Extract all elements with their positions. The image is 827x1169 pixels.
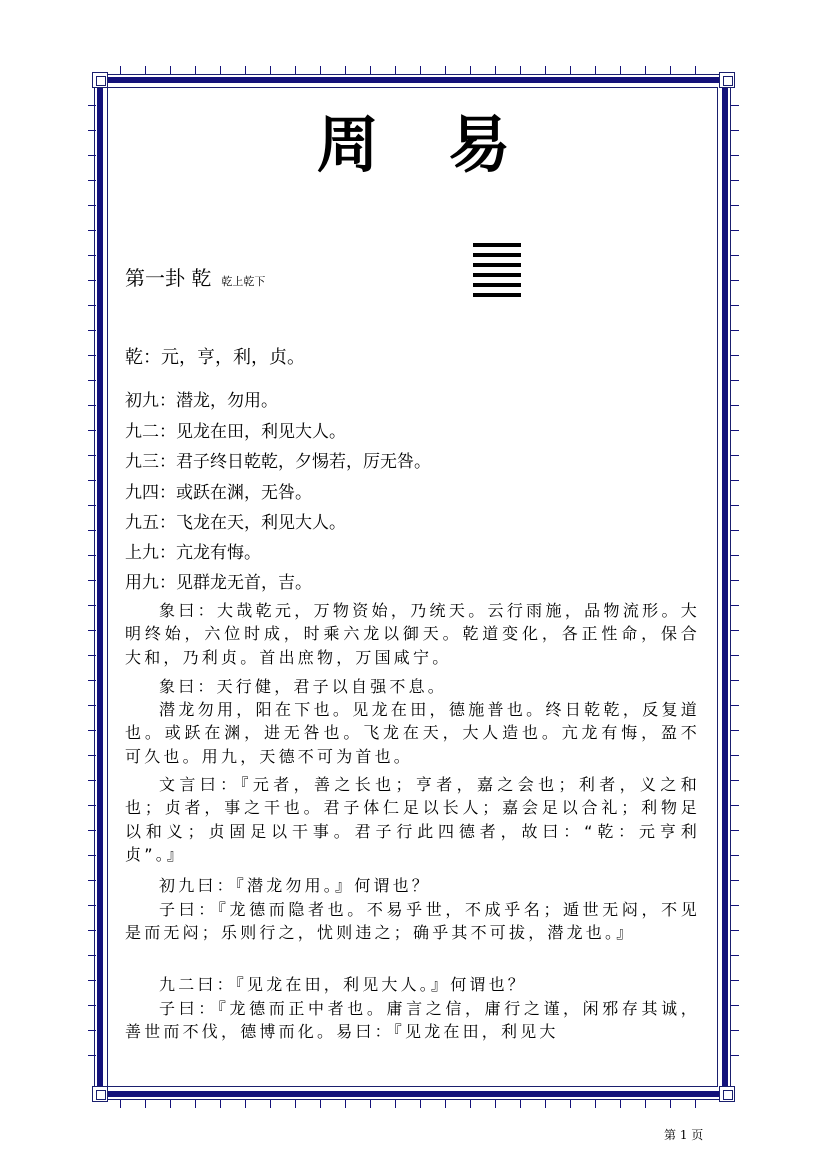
yao-line: 九五：飞龙在天，利见大人。 — [125, 513, 346, 533]
border-tick — [731, 280, 739, 281]
border-tick — [731, 1055, 739, 1056]
border-tick — [731, 605, 739, 606]
border-tick — [88, 455, 96, 456]
border-tick — [145, 1100, 146, 1108]
page-title: 周 易 — [316, 108, 535, 181]
border-tick — [88, 955, 96, 956]
border-tick — [731, 430, 739, 431]
border-tick — [88, 730, 96, 731]
border-tick — [370, 1100, 371, 1108]
border-tick — [731, 880, 739, 881]
border-tick — [295, 1100, 296, 1108]
border-tick — [120, 1100, 121, 1108]
border-tick — [731, 555, 739, 556]
border-tick — [88, 755, 96, 756]
border-tick — [445, 66, 446, 74]
qian-hexagram-icon — [473, 243, 521, 303]
border-tick — [731, 530, 739, 531]
border-tick — [88, 430, 96, 431]
border-tick — [88, 380, 96, 381]
border-tick — [731, 830, 739, 831]
border-tick — [731, 755, 739, 756]
border-tick — [731, 805, 739, 806]
commentary-paragraph: 初九曰：『潜龙勿用。』何谓也？ — [159, 876, 432, 895]
border-tick — [620, 66, 621, 74]
hexagram-line — [473, 283, 521, 287]
border-tick — [120, 66, 121, 74]
border-tick — [731, 705, 739, 706]
border-tick — [88, 905, 96, 906]
border-tick — [420, 66, 421, 74]
border-tick — [88, 880, 96, 881]
border-tick — [570, 66, 571, 74]
commentary-paragraph: 九二曰：『见龙在田，利见大人。』何谓也？ — [159, 975, 528, 994]
border-tick — [370, 66, 371, 74]
border-tick — [731, 455, 739, 456]
border-tick — [88, 780, 96, 781]
border-tick — [88, 580, 96, 581]
border-tick — [545, 66, 546, 74]
page-number: 第 1 页 — [664, 1128, 704, 1142]
border-tick — [695, 1100, 696, 1108]
border-tick — [731, 380, 739, 381]
yao-line: 九二：见龙在田，利见大人。 — [125, 422, 346, 442]
border-tick — [731, 780, 739, 781]
border-tick — [88, 255, 96, 256]
border-tick — [731, 505, 739, 506]
border-tick — [731, 980, 739, 981]
border-tick — [88, 655, 96, 656]
border-tick — [545, 1100, 546, 1108]
border-tick — [731, 230, 739, 231]
border-tick — [145, 66, 146, 74]
gua-subtitle: 乾上乾下 — [221, 275, 266, 288]
border-tick — [88, 855, 96, 856]
corner-ornament-top-right — [719, 72, 735, 88]
border-tick — [345, 1100, 346, 1108]
border-tick — [495, 1100, 496, 1108]
gua-heading — [125, 262, 265, 291]
border-tick — [731, 480, 739, 481]
border-tick — [320, 66, 321, 74]
border-tick — [220, 66, 221, 74]
commentary-paragraph: 子曰：『龙德而隐者也。不易乎世，不成乎名；遁世无闷，不见是而无闷；乐则行之，忧则违之；确乎其不可拔，潜龙也。』 — [125, 900, 700, 943]
border-tick — [88, 705, 96, 706]
border-tick — [195, 66, 196, 74]
border-tick — [88, 930, 96, 931]
border-tick — [731, 680, 739, 681]
commentary-paragraph: 子曰：『龙德而正中者也。庸言之信，庸行之谨，闲邪存其诚，善世而不伐，德博而化。易曰：『见龙在田，利见大 — [125, 999, 700, 1042]
gua-statement: 乾：元，亨，利，贞。 — [125, 347, 305, 368]
border-tick — [88, 530, 96, 531]
hexagram-line — [473, 273, 521, 277]
border-tick — [88, 505, 96, 506]
border-tick — [731, 905, 739, 906]
border-tick — [731, 655, 739, 656]
border-tick — [88, 680, 96, 681]
border-tick — [88, 830, 96, 831]
border-tick — [245, 66, 246, 74]
border-tick — [88, 330, 96, 331]
border-tick — [88, 480, 96, 481]
border-tick — [445, 1100, 446, 1108]
border-tick — [88, 305, 96, 306]
yao-line: 初九：潜龙，勿用。 — [125, 391, 278, 411]
border-tick — [88, 630, 96, 631]
border-tick — [195, 1100, 196, 1108]
border-tick — [88, 355, 96, 356]
commentary-paragraph: 文言曰：『元者，善之长也；亨者，嘉之会也；利者，义之和也；贞者，事之干也。君子体仁足以长人；嘉会足以合礼；利物足以和义；贞固足以干事。君子行此四德者，故曰：“乾：元亨利贞”。』 — [125, 775, 700, 865]
border-tick — [570, 1100, 571, 1108]
border-tick — [270, 66, 271, 74]
border-tick — [470, 66, 471, 74]
border-tick — [295, 66, 296, 74]
border-tick — [88, 230, 96, 231]
border-tick — [88, 1030, 96, 1031]
border-tick — [731, 1005, 739, 1006]
border-tick — [595, 1100, 596, 1108]
border-tick — [220, 1100, 221, 1108]
border-tick — [731, 330, 739, 331]
border-tick — [620, 1100, 621, 1108]
border-tick — [520, 66, 521, 74]
border-tick — [395, 1100, 396, 1108]
corner-ornament-bottom-right — [719, 1086, 735, 1102]
border-tick — [645, 1100, 646, 1108]
commentary-paragraph: 象曰：大哉乾元，万物资始，乃统天。云行雨施，品物流形。大明终始，六位时成，时乘六龙以御天。乾道变化，各正性命，保合大和，乃利贞。首出庶物，万国咸宁。 — [125, 601, 700, 667]
border-tick — [88, 805, 96, 806]
border-tick — [731, 580, 739, 581]
yao-line: 上九：亢龙有悔。 — [125, 543, 261, 563]
hexagram-line — [473, 293, 521, 297]
border-tick — [645, 66, 646, 74]
border-tick — [670, 1100, 671, 1108]
border-tick — [88, 205, 96, 206]
border-tick — [88, 1005, 96, 1006]
border-tick — [731, 355, 739, 356]
border-tick — [88, 605, 96, 606]
border-tick — [88, 980, 96, 981]
corner-ornament-top-left — [92, 72, 108, 88]
commentary-paragraph: 潜龙勿用，阳在下也。见龙在田，德施普也。终日乾乾，反复道也。或跃在渊，进无咎也。飞龙在天，大人造也。亢龙有悔，盈不可久也。用九，天德不可为首也。 — [125, 700, 700, 766]
border-tick — [731, 630, 739, 631]
gua-name: 第一卦 乾 — [125, 266, 212, 290]
border-tick — [595, 66, 596, 74]
border-tick — [731, 855, 739, 856]
border-tick — [395, 66, 396, 74]
border-tick — [420, 1100, 421, 1108]
border-tick — [731, 305, 739, 306]
corner-ornament-bottom-left — [92, 1086, 108, 1102]
border-tick — [520, 1100, 521, 1108]
commentary-paragraph: 象曰：天行健，君子以自强不息。 — [159, 677, 448, 696]
hexagram-line — [473, 263, 521, 267]
border-tick — [88, 555, 96, 556]
border-tick — [731, 955, 739, 956]
border-tick — [245, 1100, 246, 1108]
border-tick — [270, 1100, 271, 1108]
border-tick — [470, 1100, 471, 1108]
border-tick — [170, 1100, 171, 1108]
border-tick — [170, 66, 171, 74]
border-tick — [731, 105, 739, 106]
border-tick — [731, 730, 739, 731]
hexagram-line — [473, 253, 521, 257]
border-tick — [731, 930, 739, 931]
border-tick — [731, 205, 739, 206]
border-tick — [320, 1100, 321, 1108]
yao-line: 九四：或跃在渊，无咎。 — [125, 483, 312, 503]
border-tick — [345, 66, 346, 74]
border-tick — [731, 255, 739, 256]
border-tick — [88, 405, 96, 406]
border-tick — [731, 405, 739, 406]
hexagram-line — [473, 243, 521, 247]
yao-line: 九三：君子终日乾乾，夕惕若，厉无咎。 — [125, 452, 431, 472]
border-tick — [670, 66, 671, 74]
border-tick — [731, 1030, 739, 1031]
border-tick — [495, 66, 496, 74]
yao-line: 用九：见群龙无首，吉。 — [125, 573, 312, 593]
border-tick — [88, 105, 96, 106]
border-tick — [88, 1055, 96, 1056]
border-tick — [88, 280, 96, 281]
border-tick — [695, 66, 696, 74]
